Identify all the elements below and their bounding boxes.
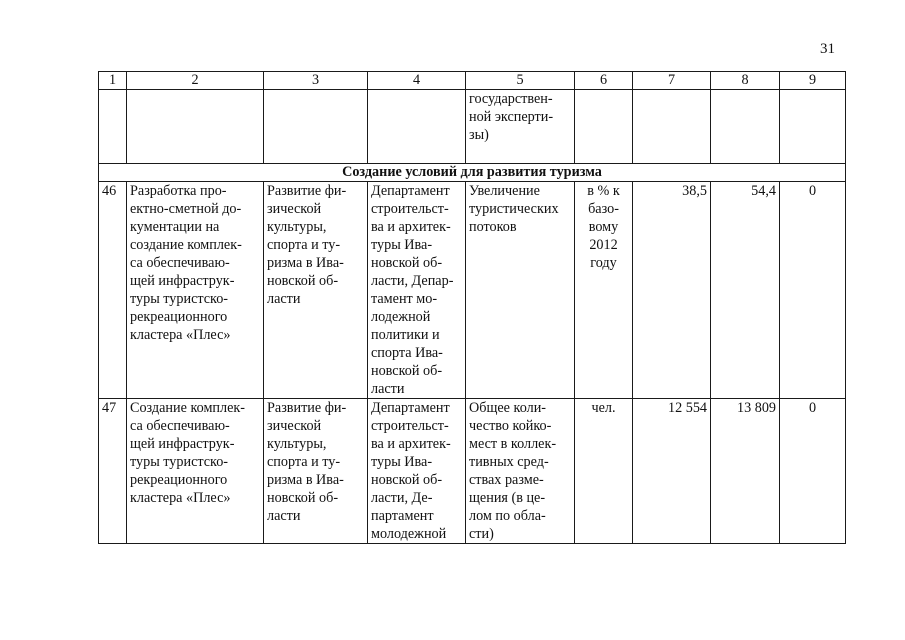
table-cell: государствен- ной эксперти- зы)	[466, 90, 575, 164]
table-cell	[711, 90, 780, 164]
indicator-cell: Общее коли- чество койко- мест в коллек- тивных сред- ствах разме- щения (в це- лом по обла- сти)	[466, 399, 575, 544]
measure-cell: Создание комплек- са обеспечиваю- щей инфраструк- туры туристско- рекреационного кластера «Плес»	[127, 399, 264, 544]
row-number: 47	[99, 399, 127, 544]
continuation-row	[99, 90, 846, 164]
value-col7: 12 554	[633, 399, 711, 544]
column-number-row	[99, 72, 846, 90]
value-col8: 54,4	[711, 182, 780, 399]
unit-cell: в % к базо- вому 2012 году	[575, 182, 633, 399]
table-cell	[264, 90, 368, 164]
program-cell: Развитие фи- зической культуры, спорта и ту- ризма в Ива- новской об- ласти	[264, 182, 368, 399]
table-cell	[780, 90, 846, 164]
column-header: 8	[711, 72, 780, 90]
table-row	[99, 182, 846, 399]
value-col7: 38,5	[633, 182, 711, 399]
value-col9: 0	[780, 399, 846, 544]
table-cell	[368, 90, 466, 164]
table-cell	[575, 90, 633, 164]
section-row	[99, 164, 846, 182]
table-row	[99, 399, 846, 544]
column-header: 1	[99, 72, 127, 90]
row-number: 46	[99, 182, 127, 399]
table-cell	[633, 90, 711, 164]
executor-cell: Департамент строительст- ва и архитек- туры Ива- новской об- ласти, Депар- тамент мо- лодежной политики и спорта Ива- новской об- ласти	[368, 182, 466, 399]
indicator-cell: Увеличение туристических потоков	[466, 182, 575, 399]
section-title: Создание условий для развития туризма	[99, 164, 846, 182]
column-header: 9	[780, 72, 846, 90]
column-header: 5	[466, 72, 575, 90]
executor-cell: Департамент строительст- ва и архитек- туры Ива- новской об- ласти, Де- партамент молодежной	[368, 399, 466, 544]
page-number: 31	[820, 41, 835, 57]
value-col8: 13 809	[711, 399, 780, 544]
column-header: 7	[633, 72, 711, 90]
table-cell	[99, 90, 127, 164]
program-measures-table	[98, 71, 846, 544]
value-col9: 0	[780, 182, 846, 399]
column-header: 3	[264, 72, 368, 90]
column-header: 6	[575, 72, 633, 90]
program-cell: Развитие фи- зической культуры, спорта и ту- ризма в Ива- новской об- ласти	[264, 399, 368, 544]
column-header: 4	[368, 72, 466, 90]
column-header: 2	[127, 72, 264, 90]
unit-cell: чел.	[575, 399, 633, 544]
table-cell	[127, 90, 264, 164]
measure-cell: Разработка про- ектно-сметной до- кументации на создание комплек- са обеспечиваю- щей инфраструк- туры туристско- рекреационного кластера «Плес»	[127, 182, 264, 399]
